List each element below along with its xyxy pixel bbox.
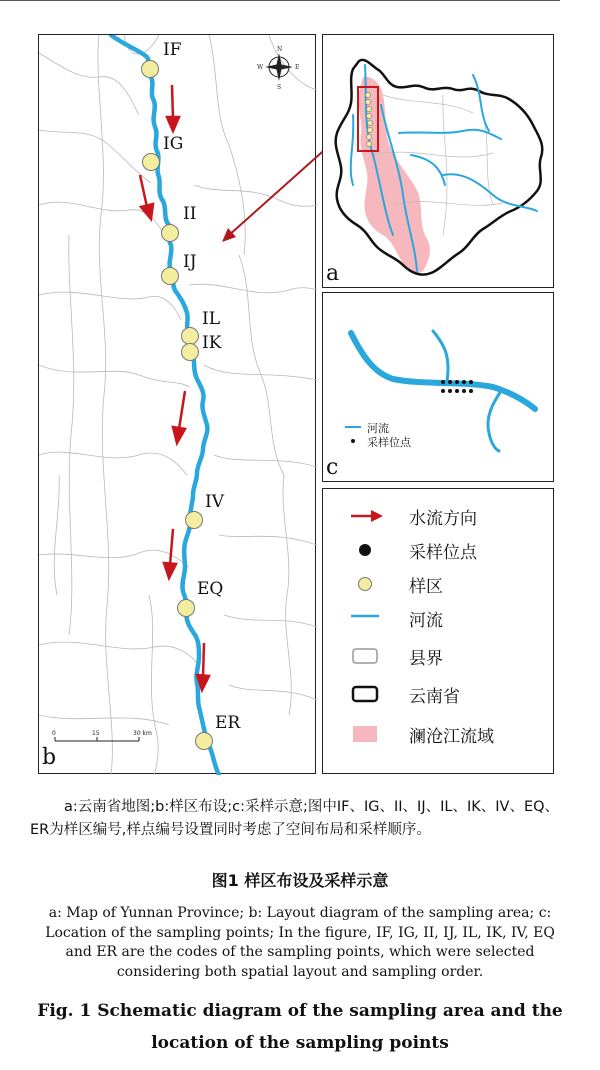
site-label-IF: IF: [163, 40, 182, 60]
legend-item-province: [323, 677, 553, 711]
scale-label-0: 0: [52, 730, 56, 737]
legend-label: 河流: [409, 611, 443, 631]
legend-item-flow-direction: [323, 499, 553, 533]
panel-b-map: [39, 35, 317, 775]
sampling-schematic: [323, 293, 553, 481]
panel-a-letter: a: [326, 261, 340, 286]
legend-item-river: [323, 601, 553, 635]
panel-c-legend-river: 河流: [367, 422, 389, 435]
legend-item-sampling-area: [323, 567, 553, 601]
site-marker-EQ: [178, 600, 195, 617]
site-label-EQ: EQ: [197, 579, 224, 599]
legend-label: 水流方向: [409, 509, 477, 529]
compass-rose-icon: [257, 46, 299, 91]
site-label-ER: ER: [215, 713, 241, 733]
panel-c-letter: c: [326, 455, 339, 480]
top-rule: [0, 0, 560, 1]
legend-item-county: [323, 639, 553, 673]
site-label-IJ: IJ: [183, 252, 197, 272]
site-marker-IV: [186, 512, 203, 529]
scale-bar: [52, 730, 152, 741]
site-marker-IL: [182, 328, 199, 345]
river-line-icon: [345, 601, 385, 635]
site-label-IK: IK: [202, 333, 222, 353]
caption-english: a: Map of Yunnan Province; b: Layout diagram of the sampling area; c: Location of the sampling points; In the figure, IF, IG, II, IJ, IL, IK, IV, EQ and ER are the codes of the sampling points, which were selected considering both spatial layout and sampling order.: [45, 905, 555, 980]
sampling-schematic-panel-c: [322, 292, 554, 482]
county-box-icon: [345, 639, 385, 673]
compass-n: N: [277, 46, 283, 53]
compass-e: E: [295, 64, 300, 71]
legend-label: 云南省: [409, 687, 460, 707]
lancang-basin-area: [359, 77, 430, 273]
site-marker-IF: [142, 61, 159, 78]
compass-w: W: [257, 64, 264, 71]
figure-title-chinese: 图1 样区布设及采样示意: [211, 871, 389, 890]
scale-label-15: 15: [92, 730, 100, 737]
black-dot-icon: [345, 533, 385, 567]
yellow-circle-icon: [345, 567, 385, 601]
province-box-icon: [345, 677, 385, 711]
point-legend-dot-icon: [351, 439, 355, 443]
map-panel-a: [322, 34, 554, 288]
site-label-IV: IV: [205, 492, 224, 512]
site-marker-II: [162, 225, 179, 242]
legend-label: 县界: [409, 649, 443, 669]
scale-label-30: 30 km: [133, 730, 152, 737]
compass-s: S: [277, 84, 282, 91]
arrow-icon: [345, 499, 385, 533]
legend-label: 澜沧江流域: [409, 727, 494, 747]
site-marker-ER: [196, 733, 213, 750]
legend-item-sampling-point: [323, 533, 553, 567]
panel-c-legend-point: 采样位点: [367, 436, 411, 449]
panel-b-letter: b: [42, 745, 57, 770]
site-label-IG: IG: [163, 134, 184, 154]
site-marker-IJ: [162, 268, 179, 285]
site-marker-IG: [143, 154, 160, 171]
site-label-IL: IL: [202, 309, 221, 329]
caption-chinese: a:云南省地图;b:样区布设;c:采样示意;图中IF、IG、II、IJ、IL、IK、IV、EQ、ER为样区编号,样点编号设置同时考虑了空间布局和采样顺序。: [30, 799, 560, 838]
legend-item-basin: [323, 717, 553, 751]
site-label-II: II: [183, 204, 197, 224]
site-marker-IK: [182, 344, 199, 361]
legend-label: 样区: [409, 577, 443, 597]
yunnan-province-map: [323, 35, 553, 287]
legend-label: 采样位点: [409, 543, 477, 563]
figure-title-english: Fig. 1 Schematic diagram of the sampling area and the location of the sampling points: [37, 1001, 563, 1053]
basin-box-icon: [345, 717, 385, 751]
map-panel-b: [38, 34, 316, 774]
map-legend: [322, 488, 554, 774]
